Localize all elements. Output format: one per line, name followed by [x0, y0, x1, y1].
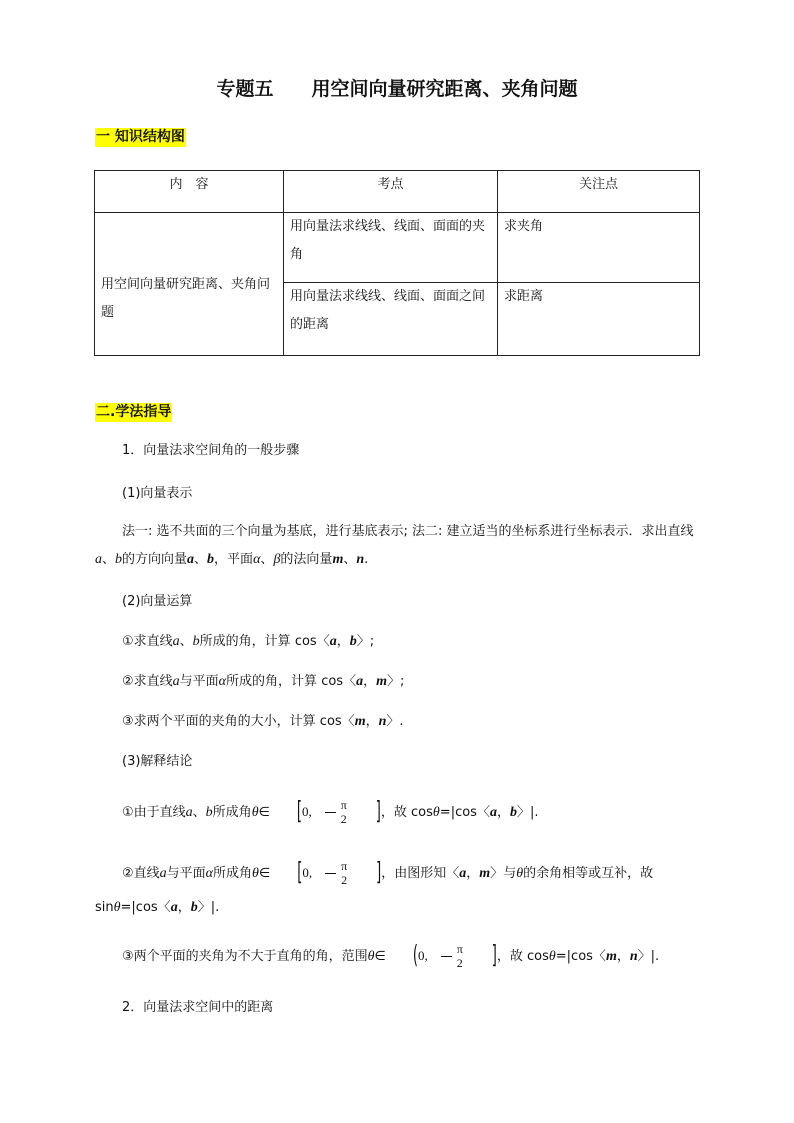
table-header-content: 内 容: [95, 171, 284, 213]
page-title: 专题五 用空间向量研究距离、夹角问题: [216, 79, 578, 100]
section-heading-study-guide: 二.学法指导: [96, 404, 172, 420]
table-header-point: 考点: [284, 171, 498, 213]
section-heading-knowledge: 一 知识结构图: [96, 129, 185, 145]
knowledge-table: [94, 170, 700, 356]
calc-line-2: ②求直线a与平面α所成的角，计算 cos〈a，m〉;: [122, 674, 405, 689]
calc-line-1: ①求直线a、b所成的角，计算 cos〈a，b〉;: [122, 634, 375, 649]
table-row: [95, 213, 700, 283]
table-header-row: [95, 171, 700, 213]
sub-heading-conclusion: (3)解释结论: [122, 754, 193, 769]
table-cell-focus: 求距离: [498, 283, 700, 356]
method-paragraph: 法一: 选不共面的三个向量为基底，进行基底表示; 法二: 建立适当的坐标系进行坐标表示．求出直线a、b的方向向量a、b，平面α、β的法向量m、n.: [95, 524, 694, 567]
step1-title: 1．向量法求空间角的一般步骤: [122, 443, 300, 458]
calc-line-3: ③求两个平面的夹角的大小，计算 cos〈m，n〉.: [122, 714, 404, 729]
table-cell-focus: 求夹角: [498, 213, 700, 283]
conclusion-line-1: ①由于直线a、b所成角θ∈ [0, $\frac{\pi}{2}$ ]，故 cosθ=|cos〈a，b〉|.: [122, 798, 539, 827]
sub-heading-vector-rep: (1)向量表示: [122, 486, 193, 501]
table-cell-content: 用空间向量研究距离、夹角问题: [95, 213, 284, 356]
conclusion-line-3: ③两个平面的夹角为不大于直角的角，范围θ∈ (0, $\frac{\pi}{2}$ ]，故 cosθ=|cos〈m，n〉|.: [122, 942, 660, 971]
table-cell-point: 用向量法求线线、线面、面面的夹角: [284, 213, 498, 283]
sub-heading-vector-op: (2)向量运算: [122, 594, 193, 609]
table-cell-point: 用向量法求线线、线面、面面之间的距离: [284, 283, 498, 356]
step2-title: 2．向量法求空间中的距离: [122, 1000, 274, 1015]
table-header-focus: 关注点: [498, 171, 700, 213]
conclusion-line-2: ②直线a与平面α所成角θ∈ [0, $\frac{\pi}{2}$ ]，由图形知〈a，m〉与θ的余角相等或互补，故sinθ=|cos〈a，b〉|.: [95, 859, 654, 915]
